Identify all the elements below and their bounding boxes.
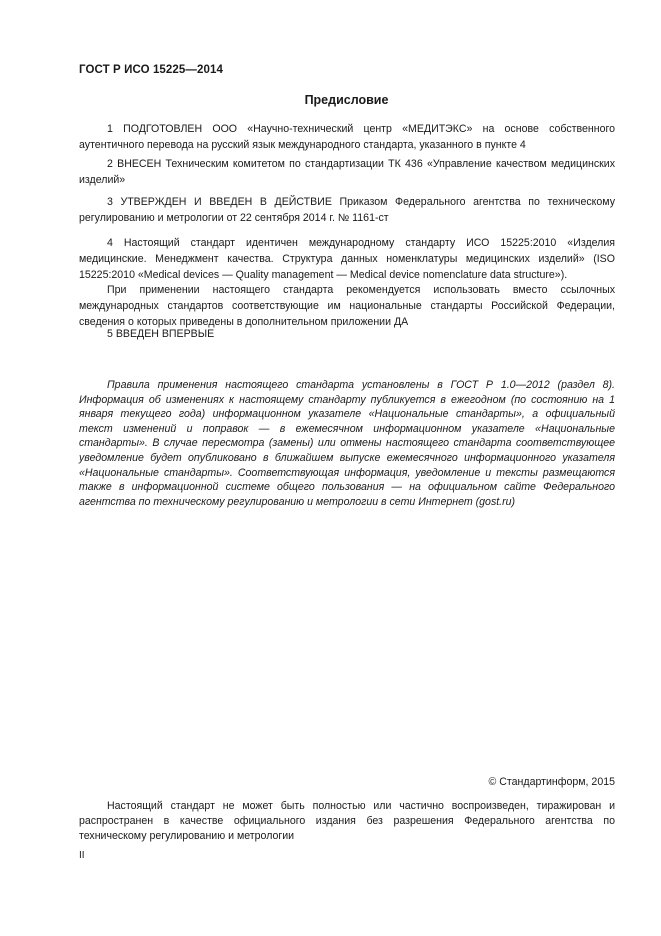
rules-note <box>79 378 615 509</box>
standard-code-header: ГОСТ Р ИСО 15225—2014 <box>79 64 224 76</box>
foreword-item-3 <box>79 195 615 227</box>
page-title: Предисловие <box>304 93 389 107</box>
foreword-item-4 <box>79 236 615 331</box>
foreword-item-1-text: 1 ПОДГОТОВЛЕН ООО «Научно-технический центр «МЕДИТЭКС» на основе собственного аутентичного перевода на русский язык международного стандарта, указанного в пункте 4 <box>79 123 615 151</box>
page-number: II <box>79 850 85 861</box>
copyright-line: © Стандартинформ, 2015 <box>488 776 615 788</box>
rules-note-text: Правила применения настоящего стандарта установлены в ГОСТ Р 1.0—2012 (раздел 8). Информация об изменениях к настоящему стандарту публикуется в ежегодном (по состоянию на 1 января текущего года) информационном указателе «Национальные стандарты», а официальный текст изменений и поправок — в ежемесячном информационном указателе «Национальные стандарты». В случае пересмотра (замены) или отмены настоящего стандарта соответствующее уведомление будет опубликовано в ближайшем выпуске ежемесячного информационного указателя «Национальные стандарты». Соответствующая информация, уведомление и тексты размещаются также в информационной системе общего пользования — на официальном сайте Федерального агентства по техническому регулированию и метрологии в сети Интернет (gost.ru) <box>79 379 615 508</box>
foreword-item-1 <box>79 122 615 154</box>
foreword-item-2-text: 2 ВНЕСЕН Техническим комитетом по стандартизации ТК 436 «Управление качеством медицинских изделий» <box>79 158 615 186</box>
reproduction-notice-text: Настоящий стандарт не может быть полностью или частично воспроизведен, тиражирован и распространен в качестве официального издания без разрешения Федерального агентства по техническому регулированию и метрологии <box>79 800 615 842</box>
foreword-item-4-text: 4 Настоящий стандарт идентичен международному стандарту ИСО 15225:2010 «Изделия медицинские. Менеджмент качества. Структура данных номенклатуры медицинских изделий» (ISO 15225:2010 «Medical devices — Quality management — Medical device nomenclature data structure»). <box>79 237 615 281</box>
foreword-item-3-text: 3 УТВЕРЖДЕН И ВВЕДЕН В ДЕЙСТВИЕ Приказом Федерального агентства по техническому регулированию и метрологии от 22 сентября 2014 г. № 1161-ст <box>79 196 615 224</box>
reproduction-notice <box>79 799 615 843</box>
foreword-item-5 <box>79 327 615 343</box>
foreword-item-5-text: 5 ВВЕДЕН ВПЕРВЫЕ <box>107 328 215 340</box>
foreword-item-2 <box>79 157 615 189</box>
foreword-item-4-note: При применении настоящего стандарта рекомендуется использовать вместо ссылочных международных стандартов соответствующие им национальные стандарты Российской Федерации, сведения о которых приведены в дополнительном приложении ДА <box>79 284 615 328</box>
